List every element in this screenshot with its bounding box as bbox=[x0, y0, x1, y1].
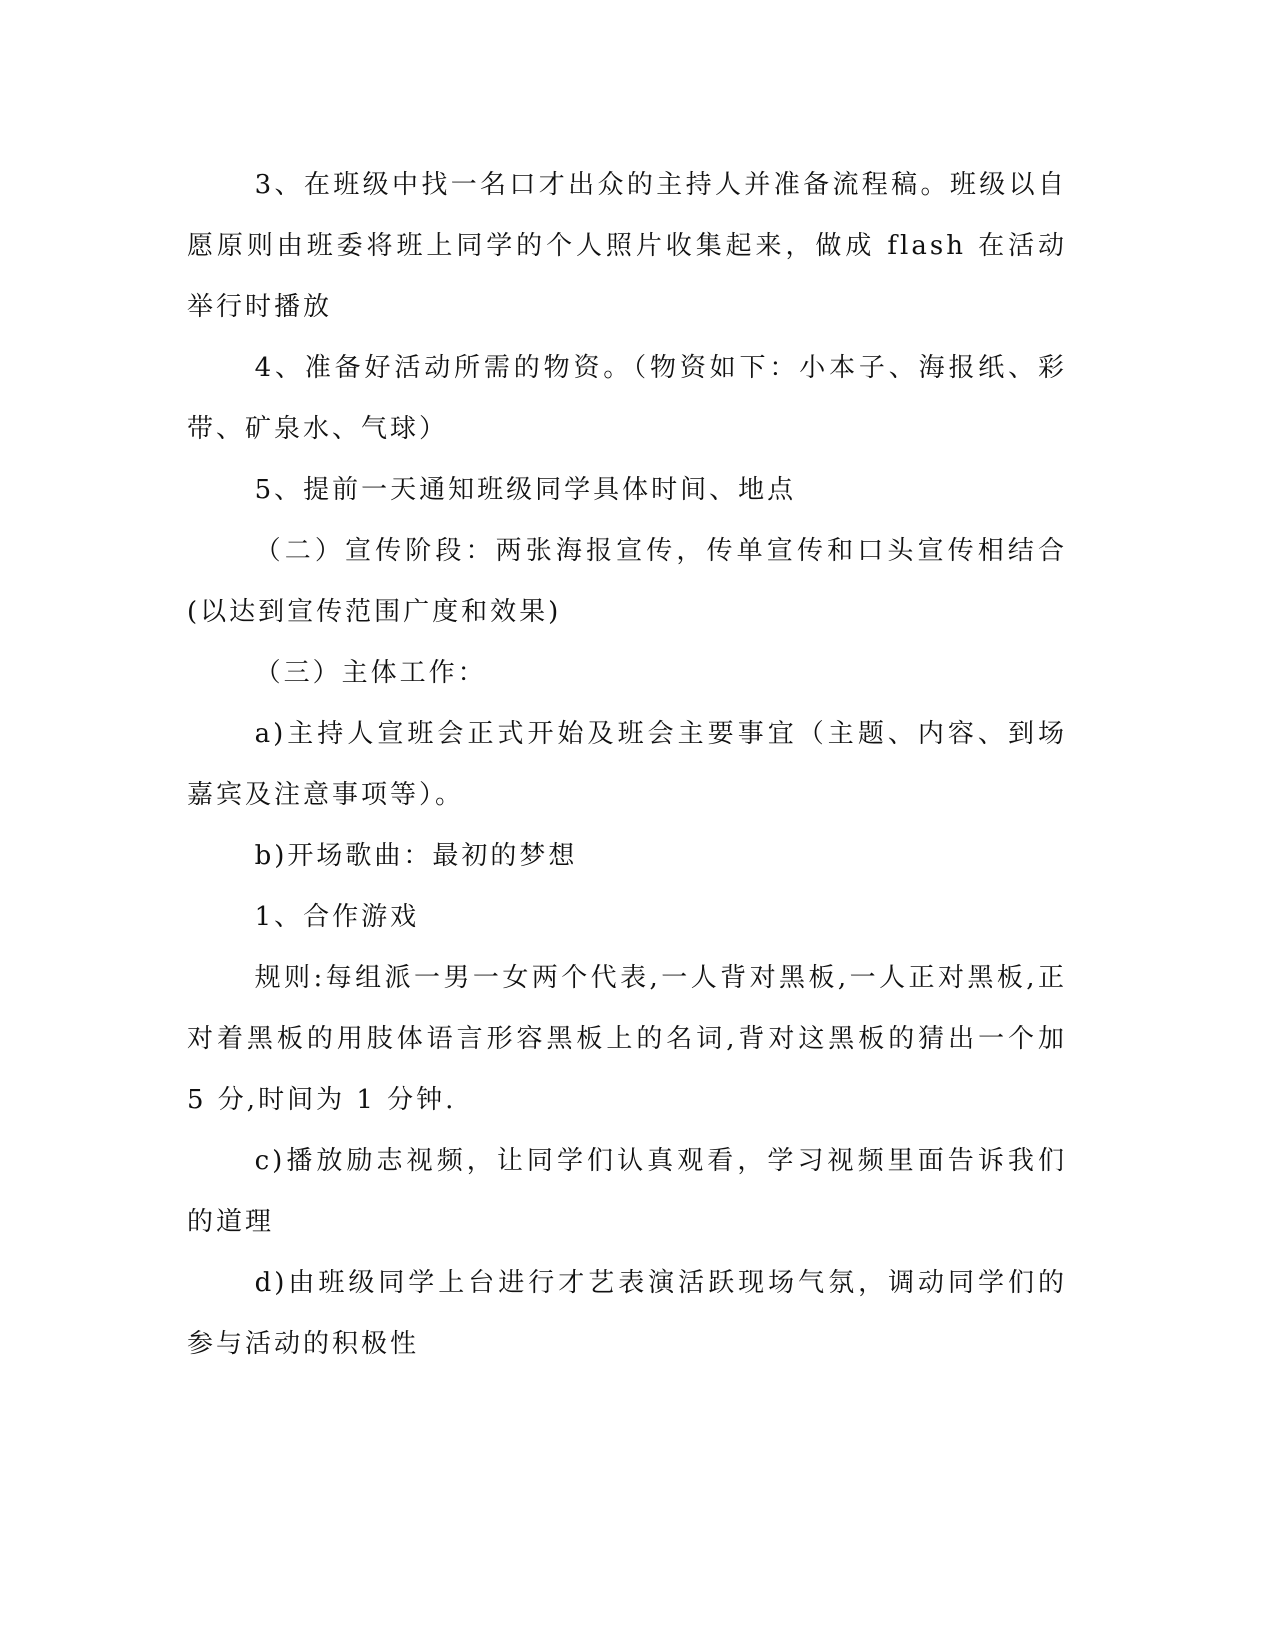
paragraph-talent-show: d)由班级同学上台进行才艺表演活跃现场气氛，调动同学们的参与活动的积极性 bbox=[187, 1268, 1067, 1359]
paragraph-opening-song: b)开场歌曲：最初的梦想 bbox=[254, 841, 578, 871]
paragraph-main-work-heading: （三）主体工作： bbox=[254, 658, 487, 688]
paragraph-inspirational-video: c)播放励志视频，让同学们认真观看，学习视频里面告诉我们的道理 bbox=[187, 1146, 1067, 1237]
paragraph-publicity-stage: （二）宣传阶段：两张海报宣传，传单宣传和口头宣传相结合(以达到宣传范围广度和效果) bbox=[187, 536, 1067, 627]
paragraph-cooperation-game: 1、合作游戏 bbox=[254, 902, 420, 932]
paragraph-supplies: 4、准备好活动所需的物资。（物资如下：小本子、海报纸、彩带、矿泉水、气球） bbox=[187, 353, 1067, 444]
document-body bbox=[187, 155, 1067, 1375]
paragraph-notify: 5、提前一天通知班级同学具体时间、地点 bbox=[254, 475, 797, 505]
paragraph-game-rules: 规则:每组派一男一女两个代表,一人背对黑板,一人正对黑板,正对着黑板的用肢体语言形容黑板上的名词,背对这黑板的猜出一个加 5 分,时间为 1 分钟. bbox=[187, 963, 1067, 1115]
paragraph-host-opening: a)主持人宣班会正式开始及班会主要事宜（主题、内容、到场嘉宾及注意事项等）。 bbox=[187, 719, 1067, 810]
paragraph-host-prep: 3、在班级中找一名口才出众的主持人并准备流程稿。班级以自愿原则由班委将班上同学的个人照片收集起来，做成 flash 在活动举行时播放 bbox=[187, 170, 1067, 322]
